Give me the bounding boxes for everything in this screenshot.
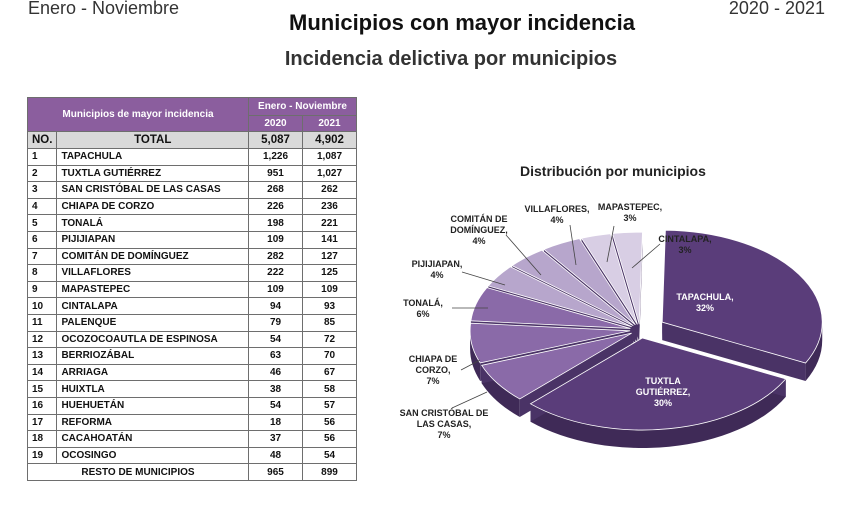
total-label: TOTAL (57, 132, 249, 149)
municipality-name: CACAHOATÁN (57, 431, 249, 448)
value-2020: 109 (249, 231, 303, 248)
value-2020: 46 (249, 364, 303, 381)
total-2020: 5,087 (249, 132, 303, 149)
pie-slice-label-line: MAPASTEPEC, (597, 202, 663, 212)
pie-slice-label-line: CORZO, (415, 365, 451, 375)
pie-slice-label (450, 214, 508, 246)
value-2020: 54 (249, 331, 303, 348)
pie-slice-label-line: DOMÍNGUEZ, (450, 225, 508, 235)
pie-slice-label-line: CHIAPA DE (408, 354, 458, 364)
table-header-municipios: Municipios de mayor incidencia (28, 98, 249, 132)
page-title: Municipios con mayor incidencia (289, 10, 635, 35)
row-number: 1 (28, 149, 57, 166)
municipality-name: PIJIJIAPAN (57, 231, 249, 248)
pie-slice-label-line: 6% (416, 309, 430, 319)
row-number: 15 (28, 381, 57, 398)
row-number: 13 (28, 348, 57, 365)
value-2021: 141 (303, 231, 357, 248)
value-2020: 79 (249, 314, 303, 331)
pie-slice-label-line: VILLAFLORES, (524, 204, 590, 214)
value-2020: 94 (249, 298, 303, 315)
value-2021: 262 (303, 182, 357, 199)
value-2020: 37 (249, 431, 303, 448)
row-number: 12 (28, 331, 57, 348)
row-number: 4 (28, 198, 57, 215)
value-2021: 1,027 (303, 165, 357, 182)
municipality-name: HUIXTLA (57, 381, 249, 398)
value-2020: 38 (249, 381, 303, 398)
value-2020: 951 (249, 165, 303, 182)
value-2021: 56 (303, 414, 357, 431)
pie-slice-label (525, 204, 590, 225)
years-label: 2020 - 2021 (728, 0, 825, 18)
row-number: 11 (28, 314, 57, 331)
value-2020: 109 (249, 281, 303, 298)
municipality-name: OCOSINGO (57, 447, 249, 464)
value-2020: 1,226 (249, 149, 303, 166)
total-2021: 4,902 (303, 132, 357, 149)
value-2021: 56 (303, 431, 357, 448)
row-number: 18 (28, 431, 57, 448)
value-2021: 57 (303, 397, 357, 414)
pie-slice-label (403, 298, 443, 319)
row-number: 10 (28, 298, 57, 315)
value-2020: 48 (249, 447, 303, 464)
pie-slice-label-line: TAPACHULA, (676, 292, 734, 302)
value-2021: 54 (303, 447, 357, 464)
value-2020: 63 (249, 348, 303, 365)
value-2021: 127 (303, 248, 357, 265)
value-2021: 67 (303, 364, 357, 381)
pie-slice-label (409, 354, 458, 386)
table-header-year-2020: 2020 (249, 116, 303, 132)
value-2021: 125 (303, 265, 357, 282)
value-2020: 268 (249, 182, 303, 199)
municipality-name: VILLAFLORES (57, 265, 249, 282)
value-2020: 282 (249, 248, 303, 265)
pie-slice-label-line: 4% (430, 270, 444, 280)
value-2021: 109 (303, 281, 357, 298)
pie-slice-label-line: 4% (472, 236, 486, 246)
chart-title: Distribución por municipios (520, 163, 706, 179)
municipality-name: OCOZOCOAUTLA DE ESPINOSA (57, 331, 249, 348)
pie-slice-label-line: 3% (623, 213, 637, 223)
row-number: 3 (28, 182, 57, 199)
pie-slice-label-line: 4% (550, 215, 564, 225)
no-header: NO. (28, 132, 57, 149)
pie-slice-label-line: TUXTLA (645, 376, 681, 386)
value-2020: 222 (249, 265, 303, 282)
municipality-name: HUEHUETÁN (57, 397, 249, 414)
value-2021: 70 (303, 348, 357, 365)
pie-slice-label-line: 30% (653, 398, 673, 408)
pie-slice-label-line: 7% (437, 430, 451, 440)
value-2020: 226 (249, 198, 303, 215)
value-2020: 54 (249, 397, 303, 414)
row-number: 6 (28, 231, 57, 248)
row-number: 14 (28, 364, 57, 381)
row-number: 9 (28, 281, 57, 298)
value-2021: 85 (303, 314, 357, 331)
value-2021: 93 (303, 298, 357, 315)
pie-slice-label-line: GUTIÉRREZ, (635, 387, 691, 397)
municipality-name: TUXTLA GUTIÉRREZ (57, 165, 249, 182)
value-2021: 1,087 (303, 149, 357, 166)
pie-slice-label (400, 407, 489, 440)
value-2020: 18 (249, 414, 303, 431)
pie-slice-label-line: 32% (695, 303, 715, 313)
value-2020: 198 (249, 215, 303, 232)
pie-slice-label-line: COMITÁN DE (450, 214, 508, 224)
pie-slice-label-line: 7% (426, 376, 440, 386)
period-label: Enero - Noviembre (28, 0, 180, 18)
row-number: 7 (28, 248, 57, 265)
row-number: 2 (28, 165, 57, 182)
municipality-name: COMITÁN DE DOMÍNGUEZ (57, 248, 249, 265)
row-number: 19 (28, 447, 57, 464)
pie-slice-label-line: LAS CASAS, (416, 419, 472, 429)
pie-slice-label (598, 202, 662, 223)
pie-slice-label (412, 259, 463, 280)
leader-line (452, 392, 487, 408)
municipality-name: BERRIOZÁBAL (57, 348, 249, 365)
pie-slice-label-line: 3% (678, 245, 692, 255)
municipality-name: MAPASTEPEC (57, 281, 249, 298)
row-number: 5 (28, 215, 57, 232)
table-header-period: Enero - Noviembre (249, 98, 357, 116)
row-number: 8 (28, 265, 57, 282)
value-2021: 221 (303, 215, 357, 232)
municipality-name: CINTALAPA (57, 298, 249, 315)
row-number: 16 (28, 397, 57, 414)
value-2021: 58 (303, 381, 357, 398)
municipality-name: PALENQUE (57, 314, 249, 331)
rest-2020: 965 (249, 464, 303, 481)
pie-slice-label-line: PIJIJIAPAN, (411, 259, 463, 269)
table-header-year-2021: 2021 (303, 116, 357, 132)
municipality-name: CHIAPA DE CORZO (57, 198, 249, 215)
municipality-name: SAN CRISTÓBAL DE LAS CASAS (57, 182, 249, 199)
pie-slice-label-line: TONALÁ, (403, 298, 443, 308)
municipality-name: REFORMA (57, 414, 249, 431)
municipality-name: TONALÁ (57, 215, 249, 232)
pie-slice-label-line: SAN CRISTÓBAL DE (399, 408, 489, 418)
value-2021: 236 (303, 198, 357, 215)
rest-label: RESTO DE MUNICIPIOS (28, 464, 249, 481)
rest-2021: 899 (303, 464, 357, 481)
value-2021: 72 (303, 331, 357, 348)
pie-slice-label-line: CINTALAPA, (658, 234, 712, 244)
page-subtitle: Incidencia delictiva por municipios (284, 48, 618, 70)
row-number: 17 (28, 414, 57, 431)
municipality-name: ARRIAGA (57, 364, 249, 381)
municipality-name: TAPACHULA (57, 149, 249, 166)
